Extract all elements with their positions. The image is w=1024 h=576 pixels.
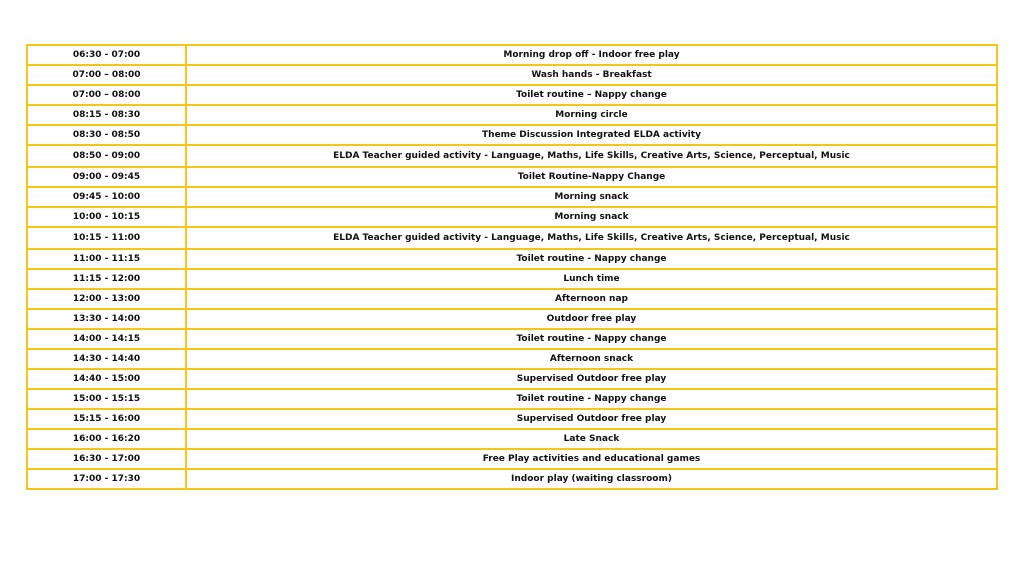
activity-cell: Late Snack [186,429,997,449]
activity-cell: Lunch time [186,269,997,289]
table-row [27,85,997,105]
table-row [27,269,997,289]
time-cell: 14:30 - 14:40 [27,349,186,369]
table-row [27,429,997,449]
schedule-body [27,45,997,489]
activity-cell: Afternoon nap [186,289,997,309]
activity-cell: Toilet routine – Nappy change [186,85,997,105]
activity-cell: Toilet Routine-Nappy Change [186,167,997,187]
activity-cell: Toilet routine - Nappy change [186,249,997,269]
activity-cell: Afternoon snack [186,349,997,369]
time-cell: 15:15 - 16:00 [27,409,186,429]
activity-cell: Morning circle [186,105,997,125]
table-row [27,207,997,227]
activity-cell: Free Play activities and educational games [186,449,997,469]
activity-cell: Supervised Outdoor free play [186,409,997,429]
table-row [27,309,997,329]
time-cell: 09:45 - 10:00 [27,187,186,207]
time-cell: 08:15 - 08:30 [27,105,186,125]
table-row [27,389,997,409]
time-cell: 06:30 - 07:00 [27,45,186,65]
table-row [27,249,997,269]
table-row [27,289,997,309]
time-cell: 10:15 - 11:00 [27,227,186,249]
activity-cell: Supervised Outdoor free play [186,369,997,389]
activity-cell: Morning snack [186,187,997,207]
time-cell: 11:00 - 11:15 [27,249,186,269]
activity-cell: Toilet routine - Nappy change [186,329,997,349]
time-cell: 07:00 – 08:00 [27,85,186,105]
time-cell: 10:00 - 10:15 [27,207,186,227]
table-row [27,349,997,369]
table-row [27,167,997,187]
activity-cell: Morning snack [186,207,997,227]
activity-cell: Morning drop off - Indoor free play [186,45,997,65]
time-cell: 16:30 - 17:00 [27,449,186,469]
table-row [27,187,997,207]
table-row [27,369,997,389]
table-row [27,105,997,125]
daily-schedule-table [26,44,998,490]
time-cell: 11:15 - 12:00 [27,269,186,289]
table-row [27,45,997,65]
time-cell: 14:40 - 15:00 [27,369,186,389]
time-cell: 14:00 - 14:15 [27,329,186,349]
table-row [27,329,997,349]
time-cell: 12:00 - 13:00 [27,289,186,309]
time-cell: 09:00 - 09:45 [27,167,186,187]
activity-cell: Theme Discussion Integrated ELDA activity [186,125,997,145]
table-row [27,125,997,145]
table-row [27,469,997,489]
table-row [27,449,997,469]
time-cell: 08:50 - 09:00 [27,145,186,167]
table-row [27,227,997,249]
table-row [27,409,997,429]
activity-cell: Indoor play (waiting classroom) [186,469,997,489]
activity-cell: ELDA Teacher guided activity - Language, Maths, Life Skills, Creative Arts, Science, Perceptual, Music [186,227,997,249]
time-cell: 08:30 - 08:50 [27,125,186,145]
activity-cell: Wash hands - Breakfast [186,65,997,85]
activity-cell: Toilet routine - Nappy change [186,389,997,409]
table-row [27,145,997,167]
table-row [27,65,997,85]
time-cell: 07:00 – 08:00 [27,65,186,85]
time-cell: 17:00 - 17:30 [27,469,186,489]
activity-cell: ELDA Teacher guided activity - Language, Maths, Life Skills, Creative Arts, Science, Perceptual, Music [186,145,997,167]
activity-cell: Outdoor free play [186,309,997,329]
time-cell: 16:00 - 16:20 [27,429,186,449]
time-cell: 15:00 - 15:15 [27,389,186,409]
time-cell: 13:30 - 14:00 [27,309,186,329]
